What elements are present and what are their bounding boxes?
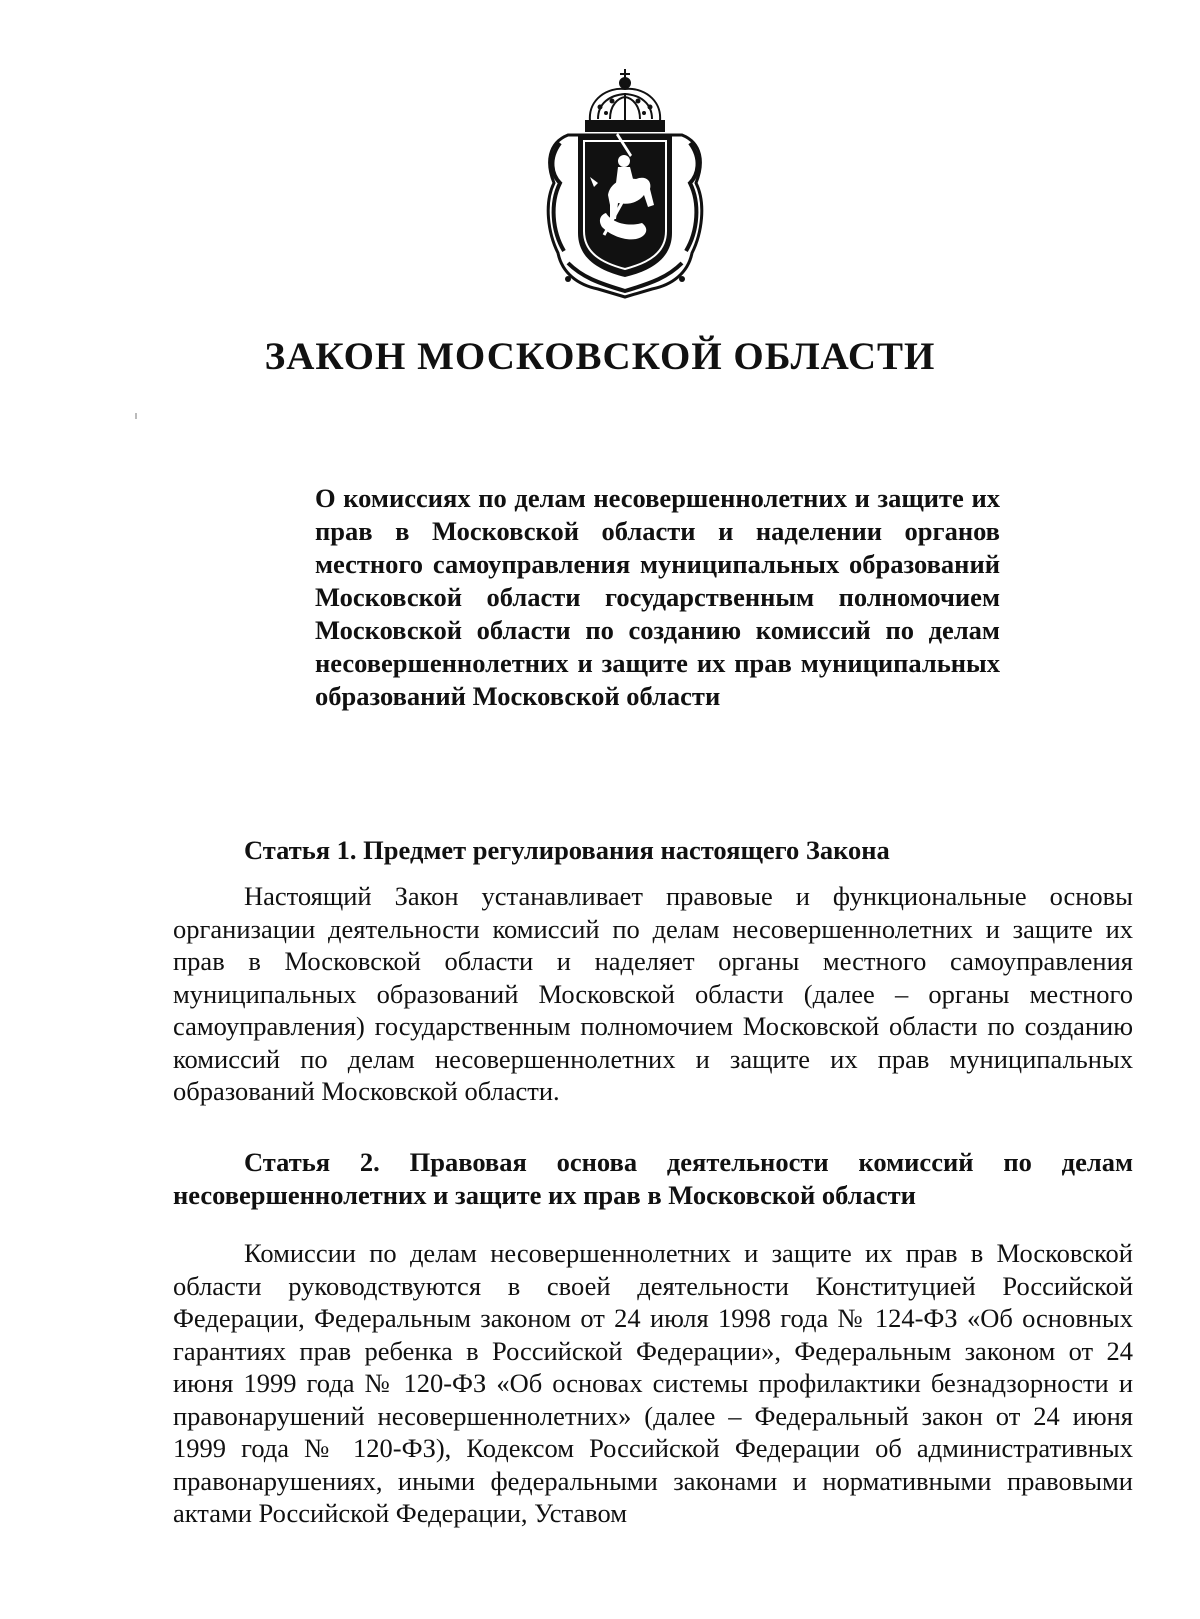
article-1-text: Настоящий Закон устанавливает правовые и функциональные основы организации деятельности комиссий по делам несовершеннолетних и защите их прав в Московской области и наделяет органы местного самоуправления муниципальных образований Московской области (далее – органы местного самоуправления) государственным полномочием Московской области по созданию комиссий по делам несовершеннолетних и защите их прав муниципальных образований Московской области. [173,881,1133,1106]
article-1-heading: Статья 1. Предмет регулирования настоящего Закона [244,835,890,865]
coat-of-arms-icon [538,63,712,301]
law-subject: О комиссиях по делам несовершеннолетних и защите их прав в Московской области и наделении органов местного самоуправления муниципальных образований Московской области государственным полномочием Московской области по созданию комиссий по делам несовершеннолетних и защите их прав муниципальных образований Московской области [315,483,1000,711]
article-2-heading: Статья 2. Правовая основа деятельности комиссий по делам несовершеннолетних и защите их прав в Московской области [173,1147,1133,1210]
scan-mark [135,413,137,419]
article-2-text: Комиссии по делам несовершеннолетних и защите их прав в Московской области руководствуются в своей деятельности Конституцией Российской Федерации, Федеральным законом от 24 июля 1998 года № 124-ФЗ «Об основных гарантиях прав ребенка в Российской Федерации», Федеральным законом от 24 июня 1999 года № 120-ФЗ «Об основах системы профилактики безнадзорности и правонарушений несовершеннолетних» (далее – Федеральный закон от 24 июня 1999 года № 120-ФЗ), Кодексом Российской Федерации об административных правонарушениях, иными федеральными законами и нормативными правовыми актами Российской Федерации, Уставом [173,1238,1133,1528]
document-title: ЗАКОН МОСКОВСКОЙ ОБЛАСТИ [264,335,936,378]
